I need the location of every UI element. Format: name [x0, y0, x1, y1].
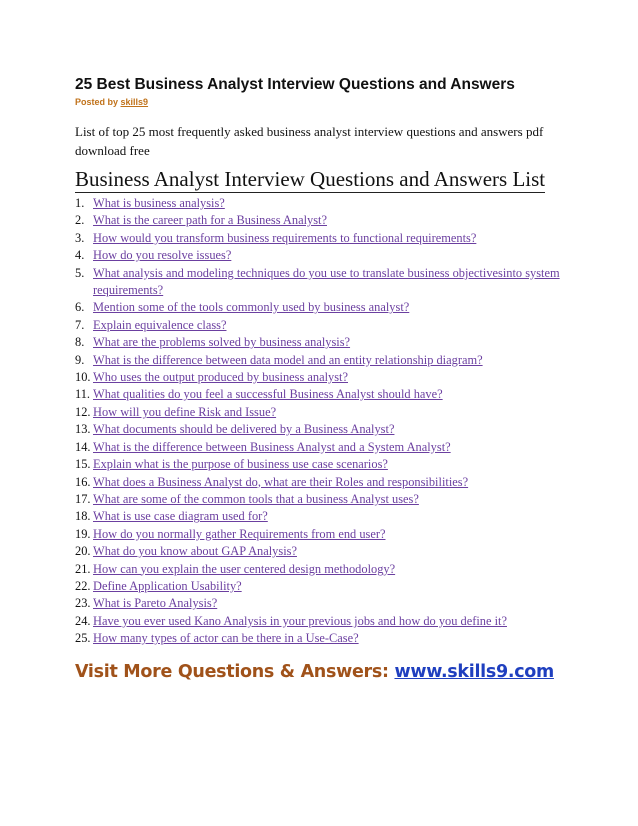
question-item: [75, 508, 575, 525]
question-number: 16.: [75, 474, 91, 489]
question-number: 24.: [75, 613, 91, 628]
question-link[interactable]: What is the difference between data model and an entity relationship diagram?: [93, 352, 483, 367]
question-link[interactable]: Have you ever used Kano Analysis in your previous jobs and how do you define it?: [93, 613, 507, 628]
question-link[interactable]: What are some of the common tools that a business Analyst uses?: [93, 491, 419, 506]
question-number: 4.: [75, 248, 85, 263]
question-item: [75, 299, 575, 316]
list-heading: [75, 167, 545, 192]
question-link[interactable]: Mention some of the tools commonly used by business analyst?: [93, 300, 410, 315]
question-number: 25.: [75, 631, 91, 646]
question-number: 5.: [75, 265, 85, 280]
question-number: 14.: [75, 439, 91, 454]
question-item: [75, 265, 575, 300]
question-item: [75, 613, 575, 630]
question-link[interactable]: What is the difference between Business Analyst and a System Analyst?: [93, 439, 451, 454]
question-number: 10.: [75, 370, 91, 385]
question-link[interactable]: What are the problems solved by business analysis?: [93, 335, 351, 350]
question-number: 19.: [75, 526, 91, 541]
question-link[interactable]: How do you normally gather Requirements from end user?: [93, 526, 386, 541]
question-item: [75, 404, 575, 421]
question-number: 3.: [75, 230, 85, 245]
question-number: 18.: [75, 509, 91, 524]
question-number: 17.: [75, 491, 91, 506]
question-number: 6.: [75, 300, 85, 315]
question-item: [75, 595, 575, 612]
question-item: [75, 543, 575, 560]
heading-underline: [75, 192, 545, 194]
question-link[interactable]: What documents should be delivered by a Business Analyst?: [93, 422, 395, 437]
question-number: 20.: [75, 544, 91, 559]
author-link[interactable]: skills9: [120, 97, 149, 107]
question-item: [75, 212, 575, 229]
question-link[interactable]: What is the career path for a Business Analyst?: [93, 213, 327, 228]
question-list: [75, 195, 575, 648]
question-link[interactable]: How will you define Risk and Issue?: [93, 404, 277, 419]
question-number: 7.: [75, 317, 85, 332]
site-link[interactable]: www.skills9.com: [394, 662, 554, 682]
question-item: [75, 247, 575, 264]
intro-paragraph: List of top 25 most frequently asked business analyst interview questions and answers pdf download free: [75, 124, 544, 158]
page-title: 25 Best Business Analyst Interview Questions and Answers: [75, 76, 515, 93]
question-link[interactable]: Define Application Usability?: [93, 578, 242, 593]
question-number: 13.: [75, 422, 91, 437]
question-link[interactable]: Explain what is the purpose of business use case scenarios?: [93, 457, 388, 472]
question-number: 1.: [75, 196, 85, 210]
question-item: [75, 456, 575, 473]
question-number: 9.: [75, 352, 85, 367]
question-link[interactable]: Who uses the output produced by business analyst?: [93, 370, 348, 385]
question-number: 11.: [75, 387, 91, 402]
question-item: [75, 369, 575, 386]
question-number: 8.: [75, 335, 85, 350]
question-item: [75, 439, 575, 456]
question-item: [75, 526, 575, 543]
footer-label: Visit More Questions & Answers:: [75, 662, 395, 682]
question-number: 23.: [75, 596, 91, 611]
question-item: [75, 421, 575, 438]
question-link[interactable]: What is Pareto Analysis?: [93, 596, 218, 611]
question-number: 2.: [75, 213, 85, 228]
question-link[interactable]: What do you know about GAP Analysis?: [93, 544, 297, 559]
question-link[interactable]: What qualities do you feel a successful Business Analyst should have?: [93, 387, 443, 402]
question-link[interactable]: What does a Business Analyst do, what are their Roles and responsibilities?: [93, 474, 469, 489]
question-item: [75, 386, 575, 403]
footer-cta: [75, 662, 554, 682]
question-item: [75, 474, 575, 491]
question-item: [75, 334, 575, 351]
question-item: [75, 578, 575, 595]
question-link[interactable]: Explain equivalence class?: [93, 317, 227, 332]
question-number: 15.: [75, 457, 91, 472]
question-item: [75, 195, 575, 212]
question-link[interactable]: What is use case diagram used for?: [93, 509, 268, 524]
question-item: [75, 630, 575, 647]
question-link[interactable]: How many types of actor can be there in a Use-Case?: [93, 631, 359, 646]
question-item: [75, 317, 575, 334]
question-number: 12.: [75, 404, 91, 419]
question-link[interactable]: How do you resolve issues?: [93, 248, 232, 263]
question-item: [75, 352, 575, 369]
question-item: [75, 561, 575, 578]
list-heading-text: Business Analyst Interview Questions and Answers List: [75, 167, 546, 191]
question-number: 22.: [75, 578, 91, 593]
posted-by-prefix: Posted by: [75, 97, 121, 107]
question-item: [75, 230, 575, 247]
question-item: [75, 491, 575, 508]
question-link[interactable]: What is business analysis?: [93, 196, 225, 210]
posted-by: [75, 97, 148, 107]
question-number: 21.: [75, 561, 91, 576]
question-link[interactable]: How can you explain the user centered design methodology?: [93, 561, 396, 576]
question-link[interactable]: How would you transform business requirements to functional requirements?: [93, 230, 477, 245]
question-link[interactable]: What analysis and modeling techniques do you use to translate business objectivesinto system requirements?: [93, 265, 560, 298]
